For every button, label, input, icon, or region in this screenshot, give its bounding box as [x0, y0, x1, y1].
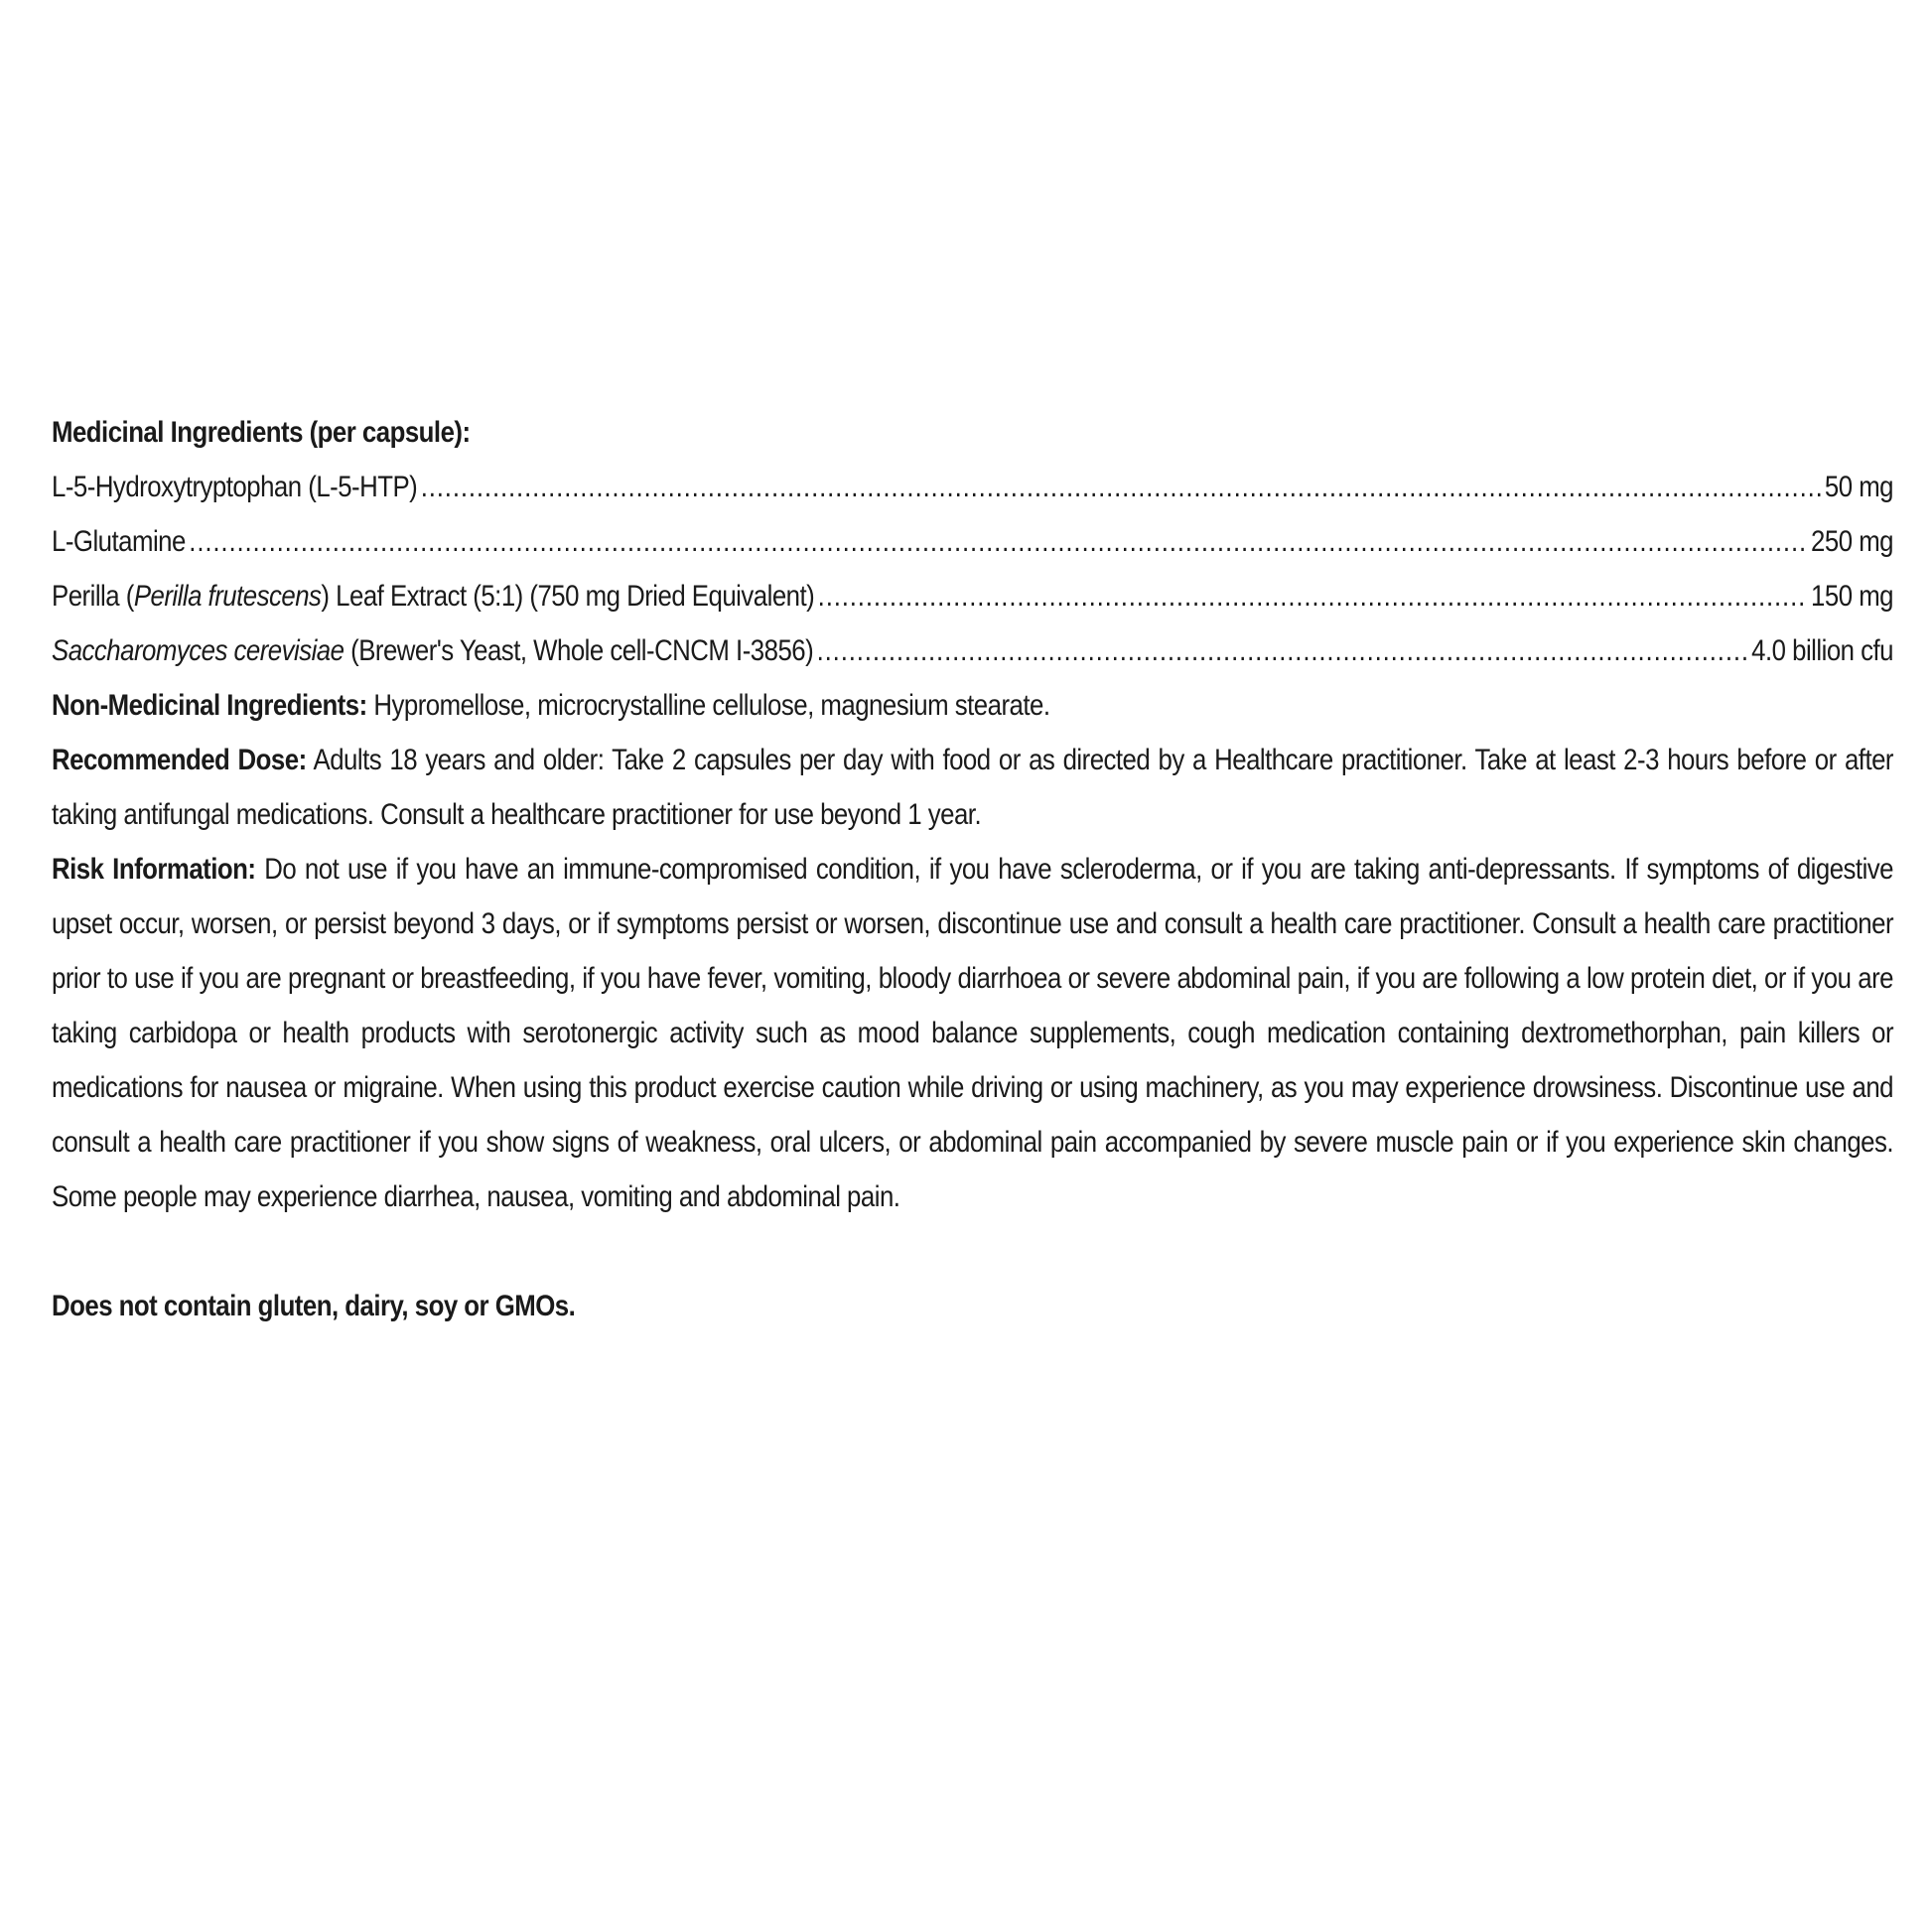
risk-information — [52, 842, 1893, 1224]
ingredient-name: Saccharomyces cerevisiae (Brewer's Yeast, Whole cell-CNCM I-3856) — [52, 634, 814, 667]
non-medicinal-text: Hypromellose, microcrystalline cellulose, magnesium stearate. — [366, 689, 1050, 722]
ingredient-row — [52, 569, 1893, 623]
non-medicinal-ingredients — [52, 678, 1893, 733]
recommended-dose-label: Recommended Dose: — [52, 744, 307, 776]
ingredient-amount: 250 mg — [1811, 525, 1894, 558]
non-medicinal-label: Non-Medicinal Ingredients: — [52, 689, 367, 722]
recommended-dose-text: Adults 18 years and older: Take 2 capsules per day with food or as directed by a Healthcare practitioner. Take at least 2-3 hours before or after taking antifungal medications. Consult a healthcare practitioner for use beyond 1 year. — [52, 744, 1894, 831]
ingredient-amount: 50 mg — [1824, 471, 1894, 503]
risk-information-text: Do not use if you have an immune-compromised condition, if you have scleroderma, or if you are taking anti-depressants. If symptoms of digestive upset occur, worsen, or persist beyond 3 days, or if symptoms persist or worsen, discontinue use and consult a health care practitioner. Consult a health care practitioner prior to use if you are pregnant or breastfeeding, if you have fever, vomiting, bloody diarrhoea or severe abdominal pain, if you are following a low protein diet, or if you are taking carbidopa or health products with serotonergic activity such as mood balance supplements, cough medication containing dextromethorphan, pain killers or medications for nausea or migraine. When using this product exercise caution while driving or using machinery, as you may experience drowsiness. Discontinue use and consult a health care practitioner if you show signs of weakness, oral ulcers, or abdominal pain accompanied by severe muscle pain or if you experience skin changes. Some people may experience diarrhea, nausea, vomiting and abdominal pain. — [52, 853, 1894, 1213]
medicinal-ingredients-heading: Medicinal Ingredients (per capsule): — [52, 416, 471, 449]
ingredient-row — [52, 623, 1893, 678]
ingredient-amount: 4.0 billion cfu — [1751, 634, 1894, 667]
ingredient-name: Perilla (Perilla frutescens) Leaf Extract (5:1) (750 mg Dried Equivalent) — [52, 580, 815, 613]
product-label — [52, 405, 1893, 1333]
dot-leader — [189, 514, 1807, 569]
ingredient-row — [52, 460, 1893, 514]
recommended-dose — [52, 733, 1893, 842]
ingredient-name: L-5-Hydroxytryptophan (L-5-HTP) — [52, 471, 418, 503]
dot-leader — [421, 460, 1822, 514]
dot-leader — [818, 569, 1808, 623]
allergen-statement: Does not contain gluten, dairy, soy or GMOs. — [52, 1290, 576, 1322]
ingredient-name: L-Glutamine — [52, 525, 186, 558]
ingredient-amount: 150 mg — [1811, 580, 1894, 613]
dot-leader — [817, 623, 1748, 678]
risk-information-label: Risk Information: — [52, 853, 256, 886]
ingredient-row — [52, 514, 1893, 569]
medicinal-ingredients-list — [52, 460, 1893, 678]
